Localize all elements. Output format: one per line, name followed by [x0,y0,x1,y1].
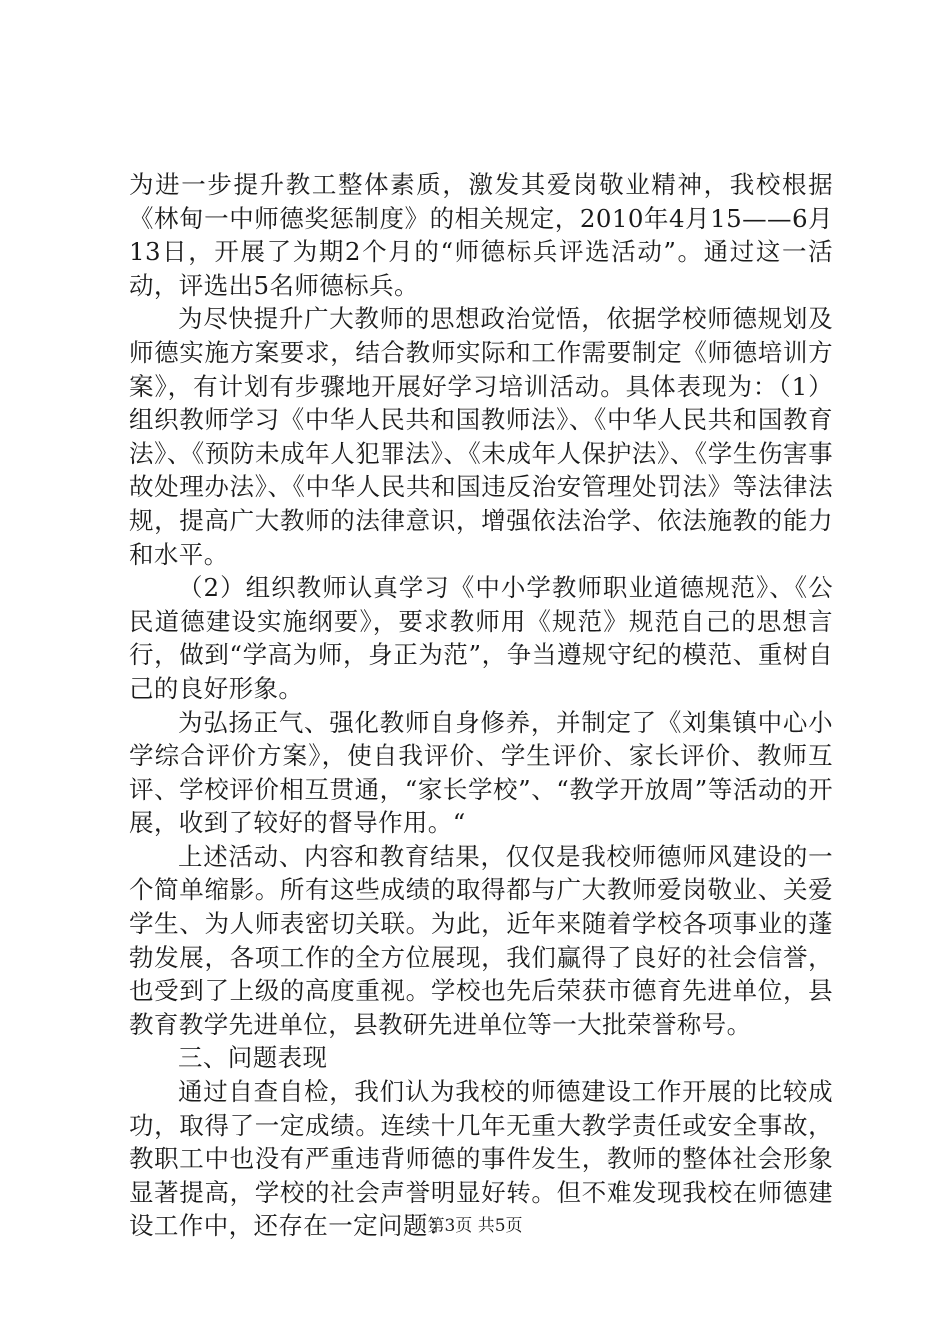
page-number-footer: 第3页 共5页 [427,1216,523,1236]
paragraph-ethics-study: （2）组织教师认真学习《中小学教师职业道德规范》、《公民道德建设实施纲要》，要求教师用《规范》规范自己的思想言行，做到“学高为师，身正为范”，争当遵规守纪的模范、重树自己的良好形象。 [129,573,833,703]
paragraph-training-plan: 为尽快提升广大教师的思想政治觉悟，依据学校师德规划及师德实施方案要求，结合教师实际和工作需要制定《师德培训方案》，有计划有步骤地开展好学习培训活动。具体表现为：（1）组织教师学习《中华人民共和国教师法》、《中华人民共和国教育法》、《预防未成年人犯罪法》、《未成年人保护法》、《学生伤害事故处理办法》、《中华人民共和国违反治安管理处罚法》等法律法规，提高广大教师的法律意识，增强依法治学、依法施教的能力和水平。 [129,304,833,569]
section-heading-problems: 三、问题表现 [178,1043,328,1073]
paragraph-teacher-model-selection: 为进一步提升教工整体素质，激发其爱岗敬业精神，我校根据《林甸一中师德奖惩制度》的相关规定，2010年4月15——6月13日，开展了为期2个月的“师德标兵评选活动”。通过这一活动，评选出5名师德标兵。 [129,170,833,300]
document-body [129,168,833,1243]
paragraph-achievements: 上述活动、内容和教育结果，仅仅是我校师德师风建设的一个简单缩影。所有这些成绩的取得都与广大教师爱岗敬业、关爱学生、为人师表密切关联。为此，近年来随着学校各项事业的蓬勃发展，各项工作的全方位展现，我们赢得了良好的社会信誉，也受到了上级的高度重视。学校也先后荣获市德育先进单位，县教育教学先进单位，县教研先进单位等一大批荣誉称号。 [129,841,833,1039]
paragraph-evaluation-scheme: 为弘扬正气、强化教师自身修养，并制定了《刘集镇中心小学综合评价方案》，使自我评价、学生评价、家长评价、教师互评、学校评价相互贯通，“家长学校”、“教学开放周”等活动的开展，收到了较好的督导作用。“ [129,707,833,838]
paragraph-self-inspection: 通过自查自检，我们认为我校的师德建设工作开展的比较成功，取得了一定成绩。连续十几年无重大教学责任或安全事故，教职工中也没有严重违背师德的事件发生，教师的整体社会形象显著提高，学校的社会声誉明显好转。但不难发现我校在师德建设工作中，还存在一定问题： [129,1077,833,1241]
